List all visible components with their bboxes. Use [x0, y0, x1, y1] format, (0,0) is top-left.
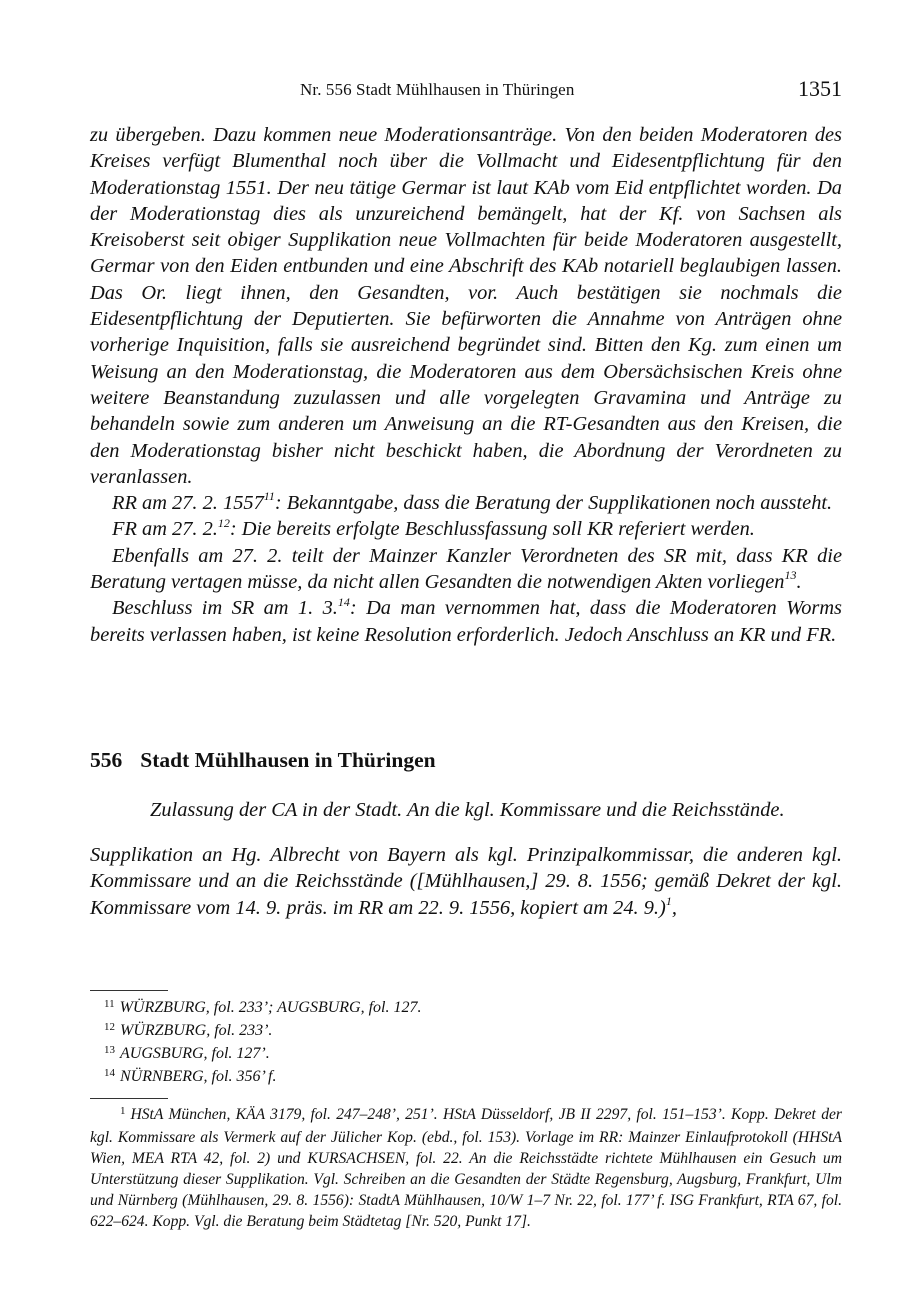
supplication-text-a: Supplikation an Hg. Albrecht von Bayern als kgl. Prinzipalkommissar, die anderen kgl. Kommissare und an die Reichsstände ([Mühlhausen,] 29. 8. 1556; gemäß Dekret der kgl. Kommissare vom 14. 9. präs. im RR am 22. 9. 1556, kopiert am 24. 9.)	[90, 844, 842, 919]
running-title: Nr. 556 Stadt Mühlhausen in Thüringen	[300, 80, 575, 99]
footnote-text: AUGSBURG, fol. 127’.	[120, 1045, 270, 1062]
paragraph-mainz-text-a: Ebenfalls am 27. 2. teilt der Mainzer Kanzler Verordneten des SR mit, dass KR die Beratung vertagen müsse, da nicht allen Gesandten die notwendigen Akten vorliegen	[90, 544, 842, 594]
footnote	[104, 1043, 844, 1066]
running-header	[90, 76, 842, 106]
section-number: 556	[90, 748, 123, 772]
paragraph-fr	[90, 516, 842, 542]
paragraph-mainz-text-b: .	[796, 571, 802, 594]
footnote-text: WÜRZBURG, fol. 233’; AUGSBURG, fol. 127.	[119, 999, 422, 1016]
paragraph-sr-text-b: : Da man vernommen hat, dass die Moderatoren Worms bereits verlassen haben, ist keine Resolution erforderlich. Jedoch Anschluss an KR und FR.	[90, 597, 842, 646]
apparatus-divider	[90, 1098, 168, 1099]
section-subject: Zulassung der CA in der Stadt. An die kgl. Kommissare und die Reichsstände.	[150, 799, 785, 821]
footnote-text: NÜRNBERG, fol. 356’ f.	[120, 1068, 277, 1085]
paragraph-sr-text-a: Beschluss im SR am 1. 3.	[112, 597, 338, 620]
main-text	[90, 122, 842, 648]
apparatus-text: HStA München, KÄA 3179, fol. 247–248’, 251’. HStA Düsseldorf, JB II 2297, fol. 151–153’. Kopp. Dekret der kgl. Kommissare als Vermerk auf der Jülicher Kop. (ebd., fol. 153). Vorlage im RR: Mainzer Einlaufprotokoll (HHStA Wien, MEA RTA 42, fol. 2) und KURSACHSEN, fol. 22. An die Reichsstädte richtete Mühlhausen ein Gesuch um Unterstützung dieser Supplikation. Vgl. Schreiben an die Gesandten der Städte Regensburg, Augsburg, Frankfurt, Ulm und Nürnberg (Mühlhausen, 29. 8. 1556): StadtA Mühlhausen, 10/W 1–7 Nr. 22, fol. 177’ f. ISG Frankfurt, RTA 67, fol. 622–624. Kopp. Vgl. die Beratung beim Städtetag [Nr. 520, Punkt 17].	[90, 1106, 842, 1231]
footnote	[104, 1066, 844, 1089]
footnote-text: WÜRZBURG, fol. 233’.	[120, 1022, 273, 1039]
section-heading	[90, 748, 436, 773]
page-number: 1351	[798, 76, 842, 101]
supplication-text-b: ,	[671, 896, 677, 919]
paragraph-sr	[90, 595, 842, 648]
footnote-number: 11	[104, 998, 115, 1010]
footnote-divider	[90, 990, 168, 991]
footnote-number: 14	[104, 1067, 115, 1079]
paragraph-rr	[90, 490, 842, 516]
paragraph-mainz	[90, 543, 842, 596]
paragraph-continued: zu übergeben. Dazu kommen neue Moderationsanträge. Von den beiden Moderatoren des Kreises verfügt Blumenthal noch über die Vollmacht und Eidesentpflichtung für den Moderationstag 1551. Der neu tätige Germar ist laut KAb vom Eid entpflichtet worden. Da der Moderationstag dies als unzureichend bemängelt, hat der Kf. von Sachsen als Kreisoberst seit obiger Supplikation neue Vollmachten für beide Moderatoren ausgestellt, Germar von den Eiden entbunden und eine Abschrift des KAb notariell beglaubigen lassen. Das Or. liegt ihnen, den Gesandten, vor. Auch bestätigen sie nochmals die Eidesentpflichtung der Deputierten. Sie befürworten die Annahme von Anträgen ohne vorherige Inquisition, falls sie ausreichend begründet sind. Bitten den Kg. zum einen um Weisung an den Moderationstag, die Moderatoren aus dem Obersächsischen Kreis ohne weitere Beanstandung zuzulassen und alle vorgelegten Gravamina und Anträge zu behandeln sowie zum anderen um Anweisung an die RT-Gesandten aus den Kreisen, die den Moderationstag bisher nicht beschickt haben, die Abordnung der Verordneten zu veranlassen.	[90, 124, 842, 488]
section-title: Stadt Mühlhausen in Thüringen	[140, 748, 436, 772]
footnote-number: 13	[104, 1044, 115, 1056]
paragraph-rr-text-a: RR am 27. 2. 1557	[112, 492, 264, 515]
footnote	[104, 997, 844, 1020]
paragraph-fr-text-a: FR am 27. 2.	[112, 518, 218, 541]
apparatus-paragraph	[90, 1104, 842, 1233]
apparatus-number: 1	[120, 1105, 126, 1117]
apparatus-note	[90, 1104, 842, 1233]
supplication-description	[90, 842, 842, 921]
footnote-ref-12: 12	[217, 515, 230, 530]
paragraph-rr-text-b: : Bekanntgabe, dass die Beratung der Supplikationen noch aussteht.	[274, 492, 833, 515]
footnote-ref-14: 14	[337, 594, 350, 609]
footnote-ref-11: 11	[263, 489, 275, 504]
footnote-ref-1: 1	[665, 893, 672, 908]
footnote-list	[104, 997, 844, 1089]
paragraph-fr-text-b: : Die bereits erfolgte Beschlussfassung soll KR referiert werden.	[229, 518, 755, 541]
footnote-number: 12	[104, 1021, 115, 1033]
footnote-ref-13: 13	[784, 568, 797, 583]
footnote	[104, 1020, 844, 1043]
